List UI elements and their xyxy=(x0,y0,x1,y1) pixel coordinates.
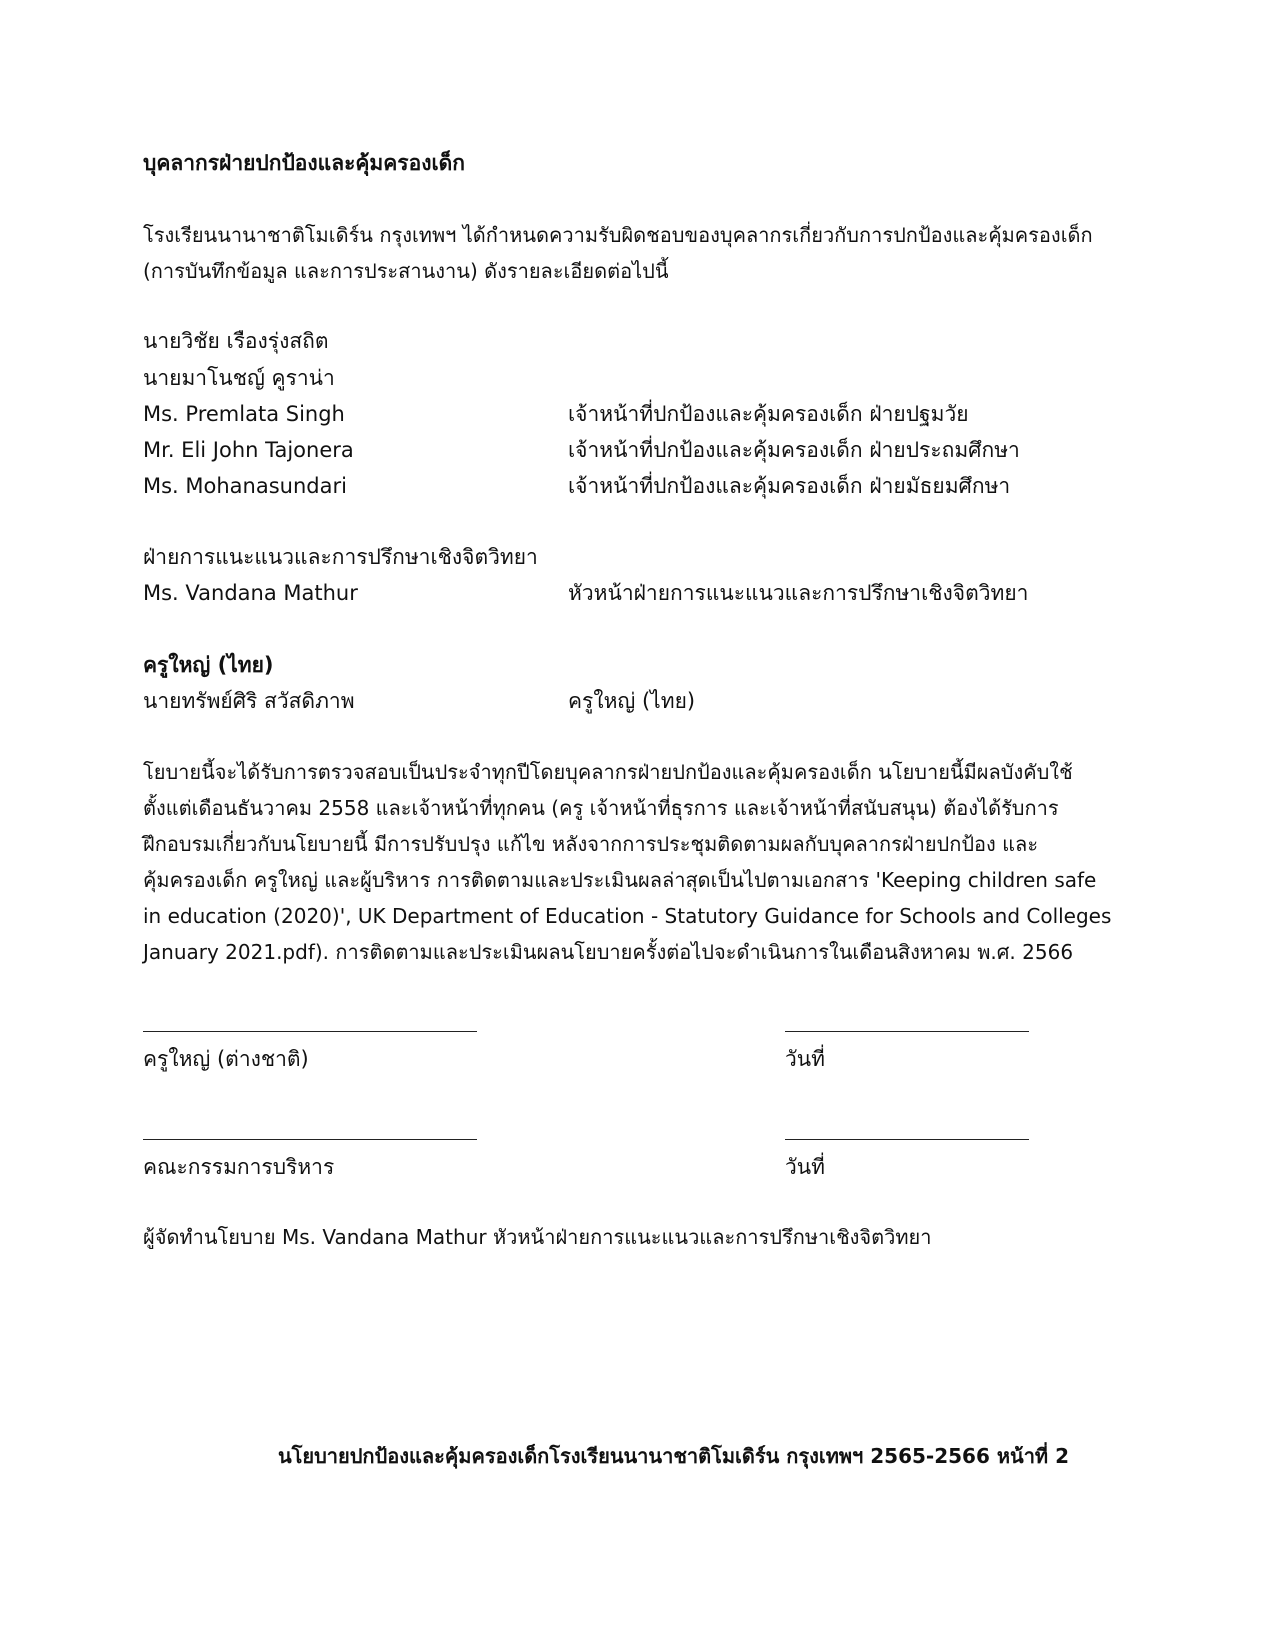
guidance-name: Ms. Vandana Mathur xyxy=(143,581,358,605)
staff-name-1: นายวิชัย เรืองรุ่งสถิต xyxy=(143,329,329,353)
policy-line-2: ตั้งแต่เดือนธันวาคม 2558 และเจ้าหน้าที่ทุกคน (ครู เจ้าหน้าที่ธุรการ และเจ้าหน้าที่สนับสนุน) ต้องได้รับการ xyxy=(143,796,1059,820)
policy-line-5: in education (2020)', UK Department of Education - Statutory Guidance for Schools and Colleges xyxy=(143,904,1112,928)
staff-name-3: Ms. Premlata Singh xyxy=(143,402,345,426)
policy-line-4: คุ้มครองเด็ก ครูใหญ่ และผู้บริหาร การติดตามและประเมินผลล่าสุดเป็นไปตามเอกสาร 'Keeping children safe xyxy=(143,868,1097,892)
guidance-role: หัวหน้าฝ่ายการแนะแนวและการปรึกษาเชิงจิตวิทยา xyxy=(568,581,1029,605)
prepared-by: ผู้จัดทำนโยบาย Ms. Vandana Mathur หัวหน้าฝ่ายการแนะแนวและการปรึกษาเชิงจิตวิทยา xyxy=(143,1225,932,1249)
signature-line-principal xyxy=(143,1031,477,1032)
staff-name-2: นายมาโนชญ์ คูราน่า xyxy=(143,366,335,390)
staff-name-5: Ms. Mohanasundari xyxy=(143,474,347,498)
date-line-board xyxy=(785,1139,1029,1140)
staff-role-4: เจ้าหน้าที่ปกป้องและคุ้มครองเด็ก ฝ่ายประถมศึกษา xyxy=(568,438,1020,462)
principal-title: ครูใหญ่ (ไทย) xyxy=(143,653,274,677)
intro-line-2: (การบันทึกข้อมูล และการประสานงาน) ดังรายละเอียดต่อไปนี้ xyxy=(143,259,669,283)
staff-role-3: เจ้าหน้าที่ปกป้องและคุ้มครองเด็ก ฝ่ายปฐมวัย xyxy=(568,402,969,426)
page-footer: นโยบายปกป้องและคุ้มครองเด็กโรงเรียนนานาชาติโมเดิร์น กรุงเทพฯ 2565-2566 หน้าที่ 2 xyxy=(277,1444,1069,1468)
policy-line-3: ฝึกอบรมเกี่ยวกับนโยบายนี้ มีการปรับปรุง แก้ไข หลังจากการประชุมติดตามผลกับบุคลากรฝ่ายปกป้อง และ xyxy=(143,832,1039,856)
guidance-title: ฝ่ายการแนะแนวและการปรึกษาเชิงจิตวิทยา xyxy=(143,545,538,569)
section-title: บุคลากรฝ่ายปกป้องและคุ้มครองเด็ก xyxy=(143,151,465,175)
staff-role-5: เจ้าหน้าที่ปกป้องและคุ้มครองเด็ก ฝ่ายมัธยมศึกษา xyxy=(568,474,1011,498)
principal-name: นายทรัพย์ศิริ สวัสดิภาพ xyxy=(143,689,355,713)
policy-line-1: โยบายนี้จะได้รับการตรวจสอบเป็นประจำทุกปีโดยบุคลากรฝ่ายปกป้องและคุ้มครองเด็ก นโยบายนี้มีผลบังคับใช้ xyxy=(143,760,1073,784)
signature-line-board xyxy=(143,1139,477,1140)
signature-label-principal: ครูใหญ่ (ต่างชาติ) xyxy=(143,1047,309,1071)
date-label-principal: วันที่ xyxy=(785,1047,825,1071)
signature-label-board: คณะกรรมการบริหาร xyxy=(143,1155,335,1179)
date-label-board: วันที่ xyxy=(785,1155,825,1179)
staff-name-4: Mr. Eli John Tajonera xyxy=(143,438,354,462)
policy-line-6: January 2021.pdf). การติดตามและประเมินผลนโยบายครั้งต่อไปจะดำเนินการในเดือนสิงหาคม พ.ศ. 2566 xyxy=(143,940,1074,964)
principal-role: ครูใหญ่ (ไทย) xyxy=(568,689,696,713)
intro-line-1: โรงเรียนนานาชาติโมเดิร์น กรุงเทพฯ ได้กำหนดความรับผิดชอบของบุคลากรเกี่ยวกับการปกป้องและคุ้มครองเด็ก xyxy=(143,223,1093,247)
date-line-principal xyxy=(785,1031,1029,1032)
